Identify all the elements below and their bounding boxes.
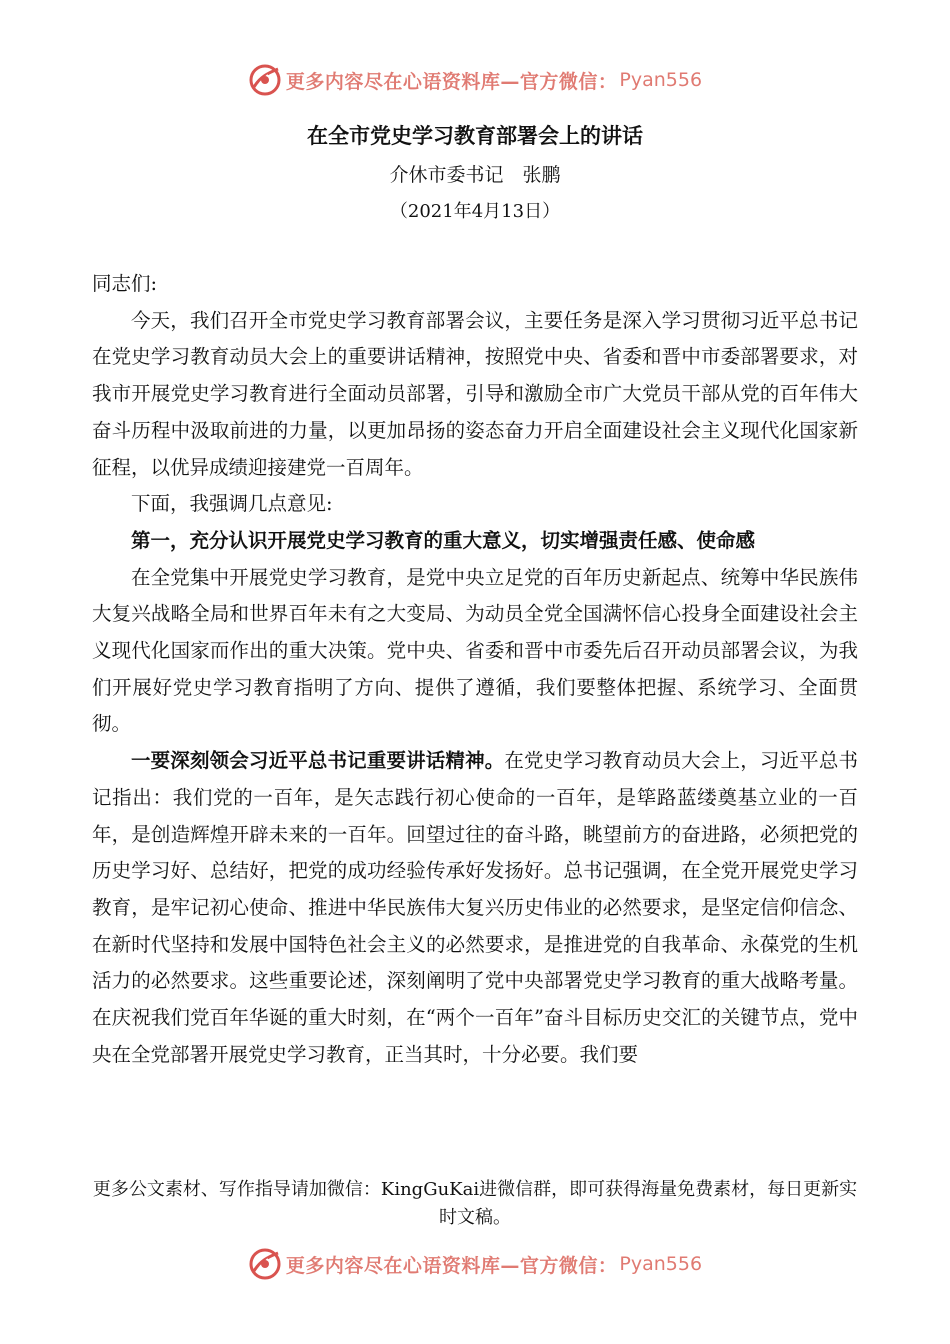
banner-handle: Pyan556 (619, 69, 703, 91)
document-title: 在全市党史学习教育部署会上的讲话 (307, 123, 643, 148)
paragraph-4-lead: 一要深刻领会习近平总书记重要讲话精神。 (131, 749, 505, 773)
paragraph-3: 在全党集中开展党史学习教育，是党中央立足党的百年历史新起点、统筹中华民族伟大复兴战略全局和世界百年未有之大变局、为动员全党全国满怀信心投身全面建设社会主义现代化国家而作出的重大决策。党中央、省委和晋中市委先后召开动员部署会议，为我们开展好党史学习教育指明了方向、提供了遵循，我们要整体把握、系统学习、全面贯彻。 (92, 565, 858, 736)
top-banner (0, 60, 950, 100)
logo-icon (248, 63, 282, 97)
logo-icon (248, 1247, 282, 1281)
banner-text: 更多内容尽在心语资料库—官方微信： (285, 70, 618, 93)
footer-note: 更多公文素材、写作指导请加微信：KingGuKai进微信群，即可获得海量免费素材，每日更新实时文稿。 (92, 1179, 858, 1228)
banner-handle: Pyan556 (619, 1253, 703, 1275)
section-heading-1: 第一，充分认识开展党史学习教育的重大意义，切实增强责任感、使命感 (131, 528, 756, 552)
paragraph-4 (92, 743, 858, 1073)
bottom-banner (0, 1244, 950, 1284)
document-date: （2021年4月13日） (389, 201, 561, 222)
paragraph-1: 今天，我们召开全市党史学习教育部署会议，主要任务是深入学习贯彻习近平总书记在党史学习教育动员大会上的重要讲话精神，按照党中央、省委和晋中市委部署要求，对我市开展党史学习教育进行全面动员部署，引导和激励全市广大党员干部从党的百年伟大奋斗历程中汲取前进的力量，以更加昂扬的姿态奋力开启全面建设社会主义现代化国家新征程，以优异成绩迎接建党一百周年。 (92, 308, 858, 479)
salutation: 同志们: (92, 272, 158, 295)
document-body (92, 266, 858, 1073)
paragraph-2: 下面，我强调几点意见: (131, 492, 333, 516)
banner-text: 更多内容尽在心语资料库—官方微信： (285, 1254, 618, 1277)
document-author: 介休市委书记 张鹏 (389, 164, 561, 186)
paragraph-4-body: 在党史学习教育动员大会上，习近平总书记指出：我们党的一百年，是矢志践行初心使命的一百年，是筚路蓝缕奠基立业的一百年，是创造辉煌开辟未来的一百年。回望过往的奋斗路，眺望前方的奋进路，必须把党的历史学习好、总结好，把党的成功经验传承好发扬好。总书记强调，在全党开展党史学习教育，是牢记初心使命、推进中华民族伟大复兴历史伟业的必然要求，是坚定信仰信念、在新时代坚持和发展中国特色社会主义的必然要求，是推进党的自我革命、永葆党的生机活力的必然要求。这些重要论述，深刻阐明了党中央部署党史学习教育的重大战略考量。在庆祝我们党百年华诞的重大时刻，在“两个一百年”奋斗目标历史交汇的关键节点，党中央在全党部署开展党史学习教育，正当其时，十分必要。我们要 (92, 749, 858, 1066)
